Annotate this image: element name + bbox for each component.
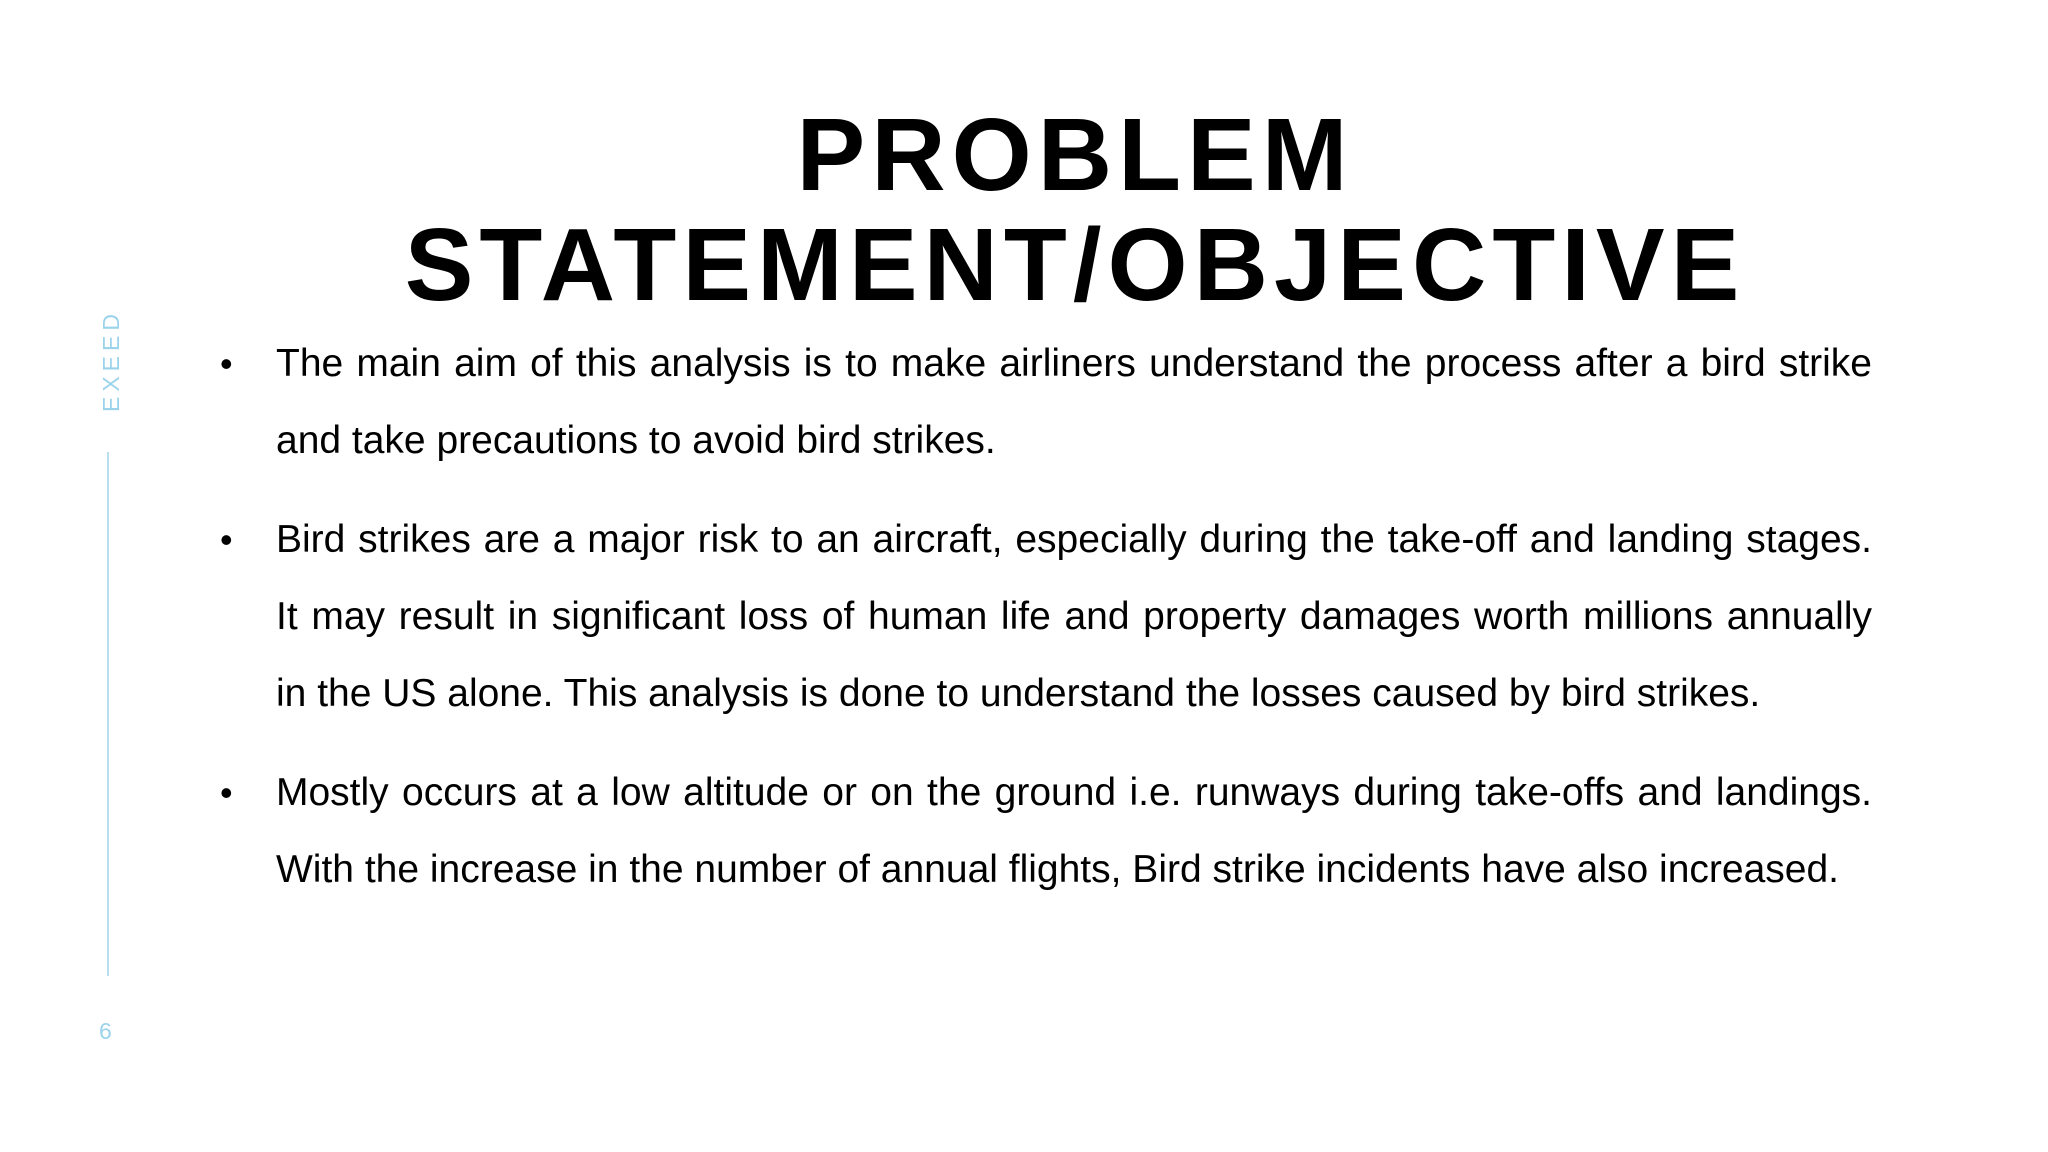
bullet-list [210,325,1872,930]
page-number: 6 [99,1018,112,1044]
bullet-dot-icon: • [220,772,233,813]
side-brand-container [96,309,126,412]
side-divider-line [107,452,109,976]
bullet-text: The main aim of this analysis is to make airliners understand the process after a bird strike and take precautions to avoid bird strikes. [276,342,1872,462]
bullet-text: Bird strikes are a major risk to an aircraft, especially during the take-off and landing stages. It may result in significant loss of human life and property damages worth millions annually in the US alone. This analysis is done to understand the losses caused by bird strikes. [276,518,1872,715]
slide-title-line-1: PROBLEM [796,97,1354,212]
bullet-item [210,325,1872,479]
side-brand-label: EXEED [98,309,124,412]
bullet-dot-icon: • [220,343,233,384]
slide-title [270,97,1880,322]
bullet-dot-icon: • [220,519,233,560]
slide-title-line-2: STATEMENT/OBJECTIVE [404,207,1746,322]
bullet-text: Mostly occurs at a low altitude or on the ground i.e. runways during take-offs and landings. With the increase in the number of annual flights, Bird strike incidents have also increased. [276,771,1872,891]
bullet-item [210,754,1872,908]
bullet-item [210,501,1872,732]
